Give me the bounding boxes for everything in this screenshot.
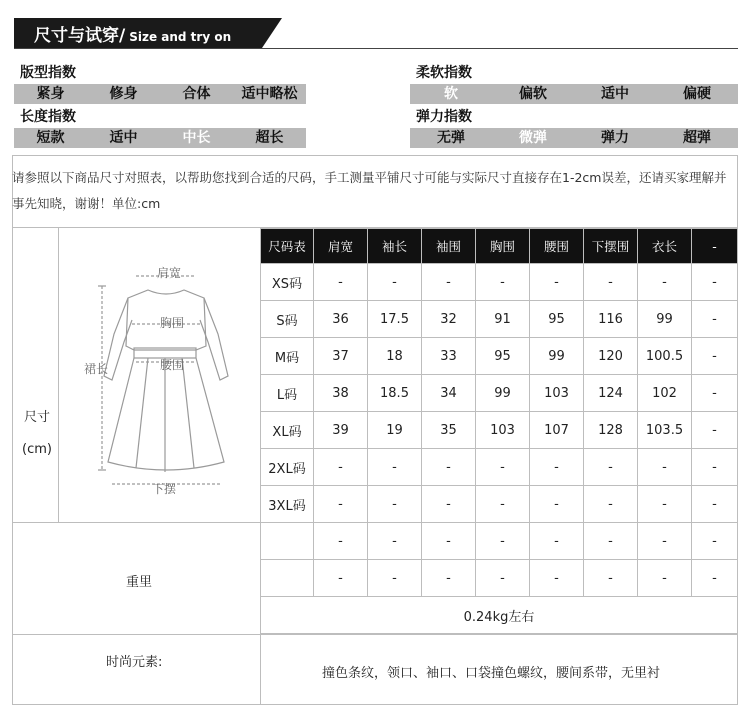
measure-cell: 17.5 (368, 301, 422, 338)
measure-cell: - (530, 523, 584, 560)
softness-option: 偏硬 (683, 86, 711, 102)
measure-cell: 120 (584, 338, 638, 375)
grid-line (58, 227, 59, 523)
measure-cell: 103 (476, 412, 530, 449)
weight-value-row (261, 597, 738, 634)
measure-cell: - (314, 523, 368, 560)
measure-cell: 102 (638, 375, 692, 412)
length-index-bar (14, 128, 306, 148)
measure-cell: - (638, 560, 692, 597)
grid-line (12, 155, 13, 705)
diagram-shoulder-label: 肩宽 (157, 266, 182, 280)
elasticity-index-bar (410, 128, 738, 148)
weight-table-body (261, 523, 738, 597)
measure-cell: - (530, 560, 584, 597)
measure-cell: 32 (422, 301, 476, 338)
measure-cell: - (422, 560, 476, 597)
measure-cell: - (692, 560, 738, 597)
length-option: 适中 (109, 130, 138, 146)
size-cell (261, 560, 314, 597)
table-row (261, 338, 738, 375)
measure-cell: - (314, 560, 368, 597)
measure-cell: - (692, 264, 738, 301)
size-cell: 2XL码 (261, 449, 314, 486)
measure-cell: - (584, 449, 638, 486)
measure-cell: - (368, 560, 422, 597)
measure-cell: 91 (476, 301, 530, 338)
column-header: - (692, 229, 738, 264)
measure-cell: 19 (368, 412, 422, 449)
measure-cell: 124 (584, 375, 638, 412)
measure-cell: 36 (314, 301, 368, 338)
size-cell (261, 523, 314, 560)
size-cell: XL码 (261, 412, 314, 449)
size-table-body (261, 264, 738, 523)
measure-cell: 39 (314, 412, 368, 449)
elasticity-option: 无弹 (437, 130, 465, 146)
header-underline (14, 48, 738, 49)
softness-index-bar (410, 84, 738, 104)
size-cell: M码 (261, 338, 314, 375)
fashion-value: 撞色条纹，领口、袖口、口袋撞色螺纹，腰间系带，无里衬 (322, 666, 661, 681)
measure-cell: - (476, 560, 530, 597)
measure-cell: - (368, 523, 422, 560)
softness-option: 适中 (601, 86, 629, 102)
table-row (261, 375, 738, 412)
table-row (261, 301, 738, 338)
diagram-hem-label: 下摆 (152, 482, 177, 496)
measure-cell: - (422, 523, 476, 560)
measure-cell: 100.5 (638, 338, 692, 375)
header-title (34, 21, 231, 46)
measure-cell: - (638, 486, 692, 523)
table-row (261, 412, 738, 449)
measure-cell: 35 (422, 412, 476, 449)
measure-cell: - (368, 449, 422, 486)
measure-cell: - (638, 523, 692, 560)
column-header: 衣长 (638, 229, 692, 264)
measure-cell: - (530, 486, 584, 523)
column-header: 肩宽 (314, 229, 368, 264)
measure-cell: 38 (314, 375, 368, 412)
measure-cell: 128 (584, 412, 638, 449)
measure-cell: 34 (422, 375, 476, 412)
measure-cell: - (638, 264, 692, 301)
softness-index-label: 柔软指数 (416, 65, 472, 81)
table-row (261, 486, 738, 523)
column-header: 腰围 (530, 229, 584, 264)
elasticity-option: 超弹 (683, 130, 711, 146)
fit-option: 适中略松 (241, 86, 298, 102)
fashion-label: 时尚元素: (106, 655, 163, 670)
header-bar-tail (262, 18, 282, 48)
size-notice: 请参照以下商品尺寸对照表，以帮助您找到合适的尺码，手工测量平铺尺寸可能与实际尺寸直接存在1-2cm误差，还请买家理解并事先知晓，谢谢！单位:cm (12, 170, 727, 211)
measure-cell: 103 (530, 375, 584, 412)
measure-cell: 18.5 (368, 375, 422, 412)
measure-cell: - (692, 523, 738, 560)
measure-cell: 18 (368, 338, 422, 375)
column-header: 下摆围 (584, 229, 638, 264)
measure-cell: - (692, 412, 738, 449)
measure-cell: 99 (530, 338, 584, 375)
header-title-zh: 尺寸与试穿/ (34, 26, 126, 46)
grid-line (12, 155, 738, 156)
measure-cell: - (692, 301, 738, 338)
measure-cell: 116 (584, 301, 638, 338)
column-header: 胸围 (476, 229, 530, 264)
measure-cell: - (584, 560, 638, 597)
measure-cell: - (422, 264, 476, 301)
measure-cell: - (476, 523, 530, 560)
grid-line (12, 522, 260, 523)
measure-cell: - (692, 449, 738, 486)
table-row (261, 264, 738, 301)
measure-cell: - (314, 486, 368, 523)
size-cell: L码 (261, 375, 314, 412)
grid-line (12, 634, 738, 635)
weight-label: 重里 (126, 575, 153, 590)
softness-option: 偏软 (519, 86, 547, 102)
diagram-waist-label: 腰围 (160, 358, 185, 372)
length-option: 中长 (182, 130, 211, 146)
size-cell: XS码 (261, 264, 314, 301)
size-unit-label: (cm) (22, 442, 52, 457)
measure-cell: - (692, 338, 738, 375)
measure-cell: - (530, 264, 584, 301)
size-cell: 3XL码 (261, 486, 314, 523)
measure-cell: 103.5 (638, 412, 692, 449)
measure-cell: 107 (530, 412, 584, 449)
fit-option: 紧身 (36, 86, 65, 102)
fit-index-label: 版型指数 (20, 65, 76, 81)
table-row (261, 449, 738, 486)
measure-cell: - (368, 486, 422, 523)
elasticity-option: 弹力 (601, 130, 629, 146)
measure-cell: 99 (476, 375, 530, 412)
measure-cell: - (584, 264, 638, 301)
length-index-label: 长度指数 (20, 109, 76, 125)
diagram-length-label: 裙长 (84, 362, 109, 376)
measure-cell: - (530, 449, 584, 486)
measure-cell: - (476, 449, 530, 486)
size-table (260, 228, 738, 634)
header-title-en: Size and try on (129, 30, 232, 44)
measure-cell: 37 (314, 338, 368, 375)
measure-cell: - (584, 486, 638, 523)
column-header: 袖长 (368, 229, 422, 264)
measure-cell: - (638, 449, 692, 486)
fit-option: 合体 (182, 86, 211, 102)
fit-option: 修身 (109, 86, 138, 102)
measure-cell: - (422, 449, 476, 486)
measure-cell: - (476, 486, 530, 523)
weight-row (261, 523, 738, 560)
elasticity-index-label: 弹力指数 (416, 109, 472, 125)
length-option: 超长 (255, 130, 284, 146)
measure-cell: - (314, 449, 368, 486)
diagram-chest-label: 胸围 (160, 316, 185, 330)
measure-cell: - (692, 375, 738, 412)
elasticity-option: 微弹 (519, 130, 547, 146)
measure-cell: - (584, 523, 638, 560)
measure-cell: - (692, 486, 738, 523)
softness-option: 软 (444, 86, 458, 102)
column-header: 袖围 (422, 229, 476, 264)
measure-cell: 99 (638, 301, 692, 338)
table-header-row (261, 229, 738, 264)
measure-cell: - (476, 264, 530, 301)
measure-cell: - (314, 264, 368, 301)
length-option: 短款 (36, 130, 65, 146)
column-header: 尺码表 (261, 229, 314, 264)
measure-cell: 33 (422, 338, 476, 375)
measure-cell: 95 (476, 338, 530, 375)
measure-cell: - (422, 486, 476, 523)
weight-row (261, 560, 738, 597)
measure-cell: - (368, 264, 422, 301)
weight-value: 0.24kg左右 (261, 597, 738, 634)
grid-line (12, 704, 738, 705)
measure-cell: 95 (530, 301, 584, 338)
size-label: 尺寸 (24, 410, 51, 425)
size-cell: S码 (261, 301, 314, 338)
fit-index-bar (14, 84, 306, 104)
